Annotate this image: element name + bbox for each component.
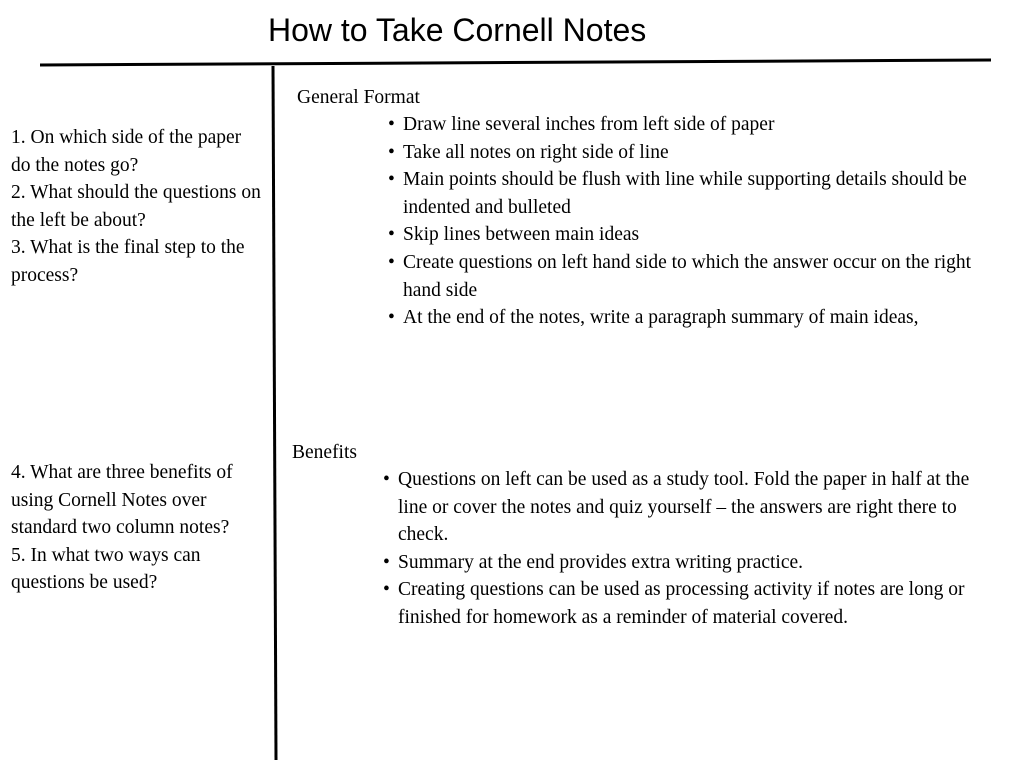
benefits-bullet: • Questions on left can be used as a study tool. Fold the paper in half at the line or cover the notes and quiz yourself – the answers are right there to check. [383,466,1003,549]
benefits-bullet: • Creating questions can be used as processing activity if notes are long or finished for homework as a reminder of material covered. [383,576,1003,631]
question-3: 3. What is the final step to the process? [11,237,245,286]
question-group-2 [11,459,261,597]
benefits-bullet: • Summary at the end provides extra writing practice. [383,549,1003,577]
general-format-bullet: • Skip lines between main ideas [388,221,1000,249]
question-4: 4. What are three benefits of using Cornell Notes over standard two column notes? [11,462,233,539]
general-format-bullet: • Create questions on left hand side to which the answer occur on the right hand side [388,249,1000,304]
question-1: 1. On which side of the paper do the notes go? [11,127,242,176]
question-2: 2. What should the questions on the left be about? [11,182,261,231]
general-format-bullet: • Main points should be flush with line while supporting details should be indented and bulleted [388,166,1000,221]
question-group-1 [11,124,261,290]
general-format-bullet: • At the end of the notes, write a paragraph summary of main ideas, [388,304,1000,332]
general-format-list [388,111,1000,332]
page-title: How to Take Cornell Notes [268,12,647,48]
benefits-heading: Benefits [292,442,357,463]
horizontal-divider [40,60,991,65]
question-5: 5. In what two ways can questions be used? [11,544,201,594]
general-format-heading: General Format [297,87,420,108]
general-format-bullet: • Take all notes on right side of line [388,139,1000,167]
vertical-divider [273,66,276,760]
benefits-list [383,466,1003,632]
general-format-bullet: • Draw line several inches from left side of paper [388,111,1000,139]
